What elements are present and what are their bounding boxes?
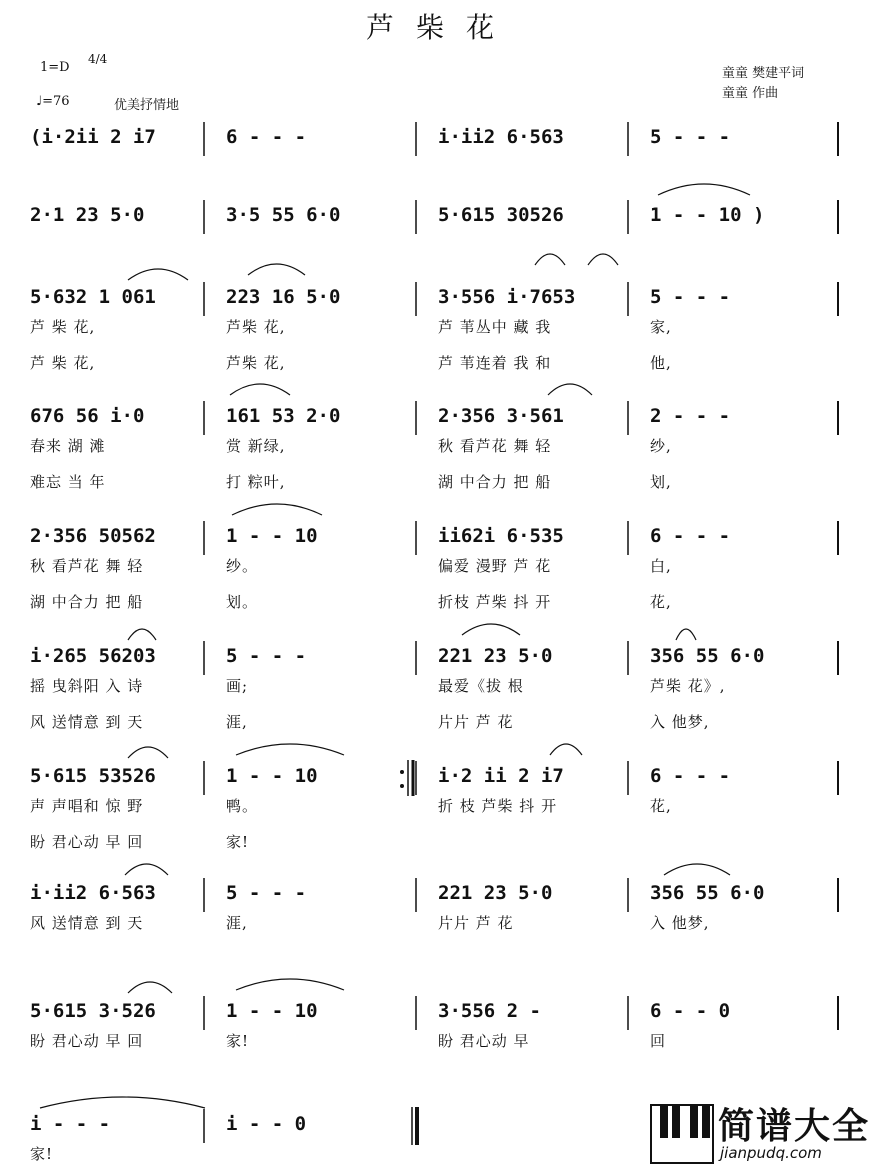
slur-mark	[128, 747, 168, 758]
lyric-segment: 芦柴 花》,	[650, 677, 726, 695]
slur-mark	[658, 184, 750, 195]
lyric-segment: 摇 曳斜阳 入 诗	[30, 677, 144, 695]
slur-mark	[664, 864, 730, 875]
measure: 3·556 2 -	[438, 1000, 541, 1022]
lyric-segment: 偏爱 漫野 芦 花	[438, 557, 552, 575]
lyric-segment: 回	[650, 1032, 667, 1050]
lyric-segment: 折枝 芦柴 抖 开	[438, 593, 552, 611]
lyric-segment: 芦 柴 花,	[30, 354, 96, 372]
lyric-segment: 风 送情意 到 天	[30, 914, 144, 932]
piano-keys-icon	[650, 1104, 714, 1164]
measure: 5 - - -	[226, 645, 307, 667]
lyric-segment: 芦柴 花,	[226, 354, 286, 372]
lyric-segment: 划,	[650, 473, 672, 491]
lyric-segment: 花,	[650, 797, 672, 815]
measure: 6 - - 0	[650, 1000, 731, 1022]
lyric-segment: 盼 君心动 早 回	[30, 833, 144, 851]
lyric-segment: 湖 中合力 把 船	[438, 473, 552, 491]
lyricist-credit: 童童 樊建平词	[722, 66, 805, 81]
slur-mark	[548, 384, 592, 395]
measure: 2·356 3·561	[438, 405, 564, 427]
slur-mark	[128, 982, 172, 993]
lyric-segment: 片片 芦 花	[438, 914, 514, 932]
measure: 223 16 5·0	[226, 286, 341, 308]
lyric-segment: 入 他梦,	[650, 914, 710, 932]
slur-mark	[462, 624, 520, 635]
repeat-dot	[400, 784, 404, 788]
watermark-url: jianpudq.com	[720, 1144, 822, 1162]
slur-mark	[676, 629, 696, 640]
lyric-segment: 入 他梦,	[650, 713, 710, 731]
lyric-segment: 涯,	[226, 713, 248, 731]
slur-mark	[236, 744, 344, 755]
slur-mark	[236, 979, 344, 990]
measure: ii62i 6·535	[438, 525, 564, 547]
measure: 356 55 6·0	[650, 882, 765, 904]
lyric-segment: 涯,	[226, 914, 248, 932]
measure: 1 - - 10 )	[650, 204, 765, 226]
measure: 6 - - -	[226, 126, 307, 148]
measure: 3·5 55 6·0	[226, 204, 341, 226]
measure: i·ii2 6·563	[438, 126, 564, 148]
measure: i·265 56203	[30, 645, 156, 667]
lyric-segment: 家,	[650, 318, 672, 336]
lyric-segment: 盼 君心动 早	[438, 1032, 530, 1050]
measure: 2·356 50562	[30, 525, 156, 547]
measure: 676 56 i·0	[30, 405, 145, 427]
lyric-segment: 家!	[226, 833, 250, 851]
measure: 3·556 i·7653	[438, 286, 576, 308]
lyric-segment: 湖 中合力 把 船	[30, 593, 144, 611]
measure: i·2 ii 2 i7	[438, 765, 564, 787]
lyric-segment: 家!	[30, 1145, 54, 1163]
lyric-segment: 打 粽叶,	[226, 473, 286, 491]
slur-mark	[128, 269, 188, 280]
measure: 5 - - -	[650, 286, 731, 308]
lyric-segment: 花,	[650, 593, 672, 611]
expression-mark: 优美抒情地	[114, 98, 180, 113]
measure: 6 - - -	[650, 765, 731, 787]
lyric-segment: 折 枝 芦柴 抖 开	[438, 797, 558, 815]
measure: 5·632 1 061	[30, 286, 156, 308]
lyric-segment: 声 声唱和 惊 野	[30, 797, 144, 815]
tempo-mark: ♩=76	[36, 94, 70, 109]
lyric-segment: 芦柴 花,	[226, 318, 286, 336]
slur-mark	[588, 254, 618, 265]
slur-mark	[230, 384, 290, 395]
lyric-segment: 划。	[226, 593, 259, 611]
measure: (i·2ii 2 i7	[30, 126, 156, 148]
measure: 5·615 30526	[438, 204, 564, 226]
slur-mark	[232, 504, 322, 515]
lyric-segment: 最爱《拔 根	[438, 677, 524, 695]
song-title: 芦柴花	[365, 11, 516, 44]
measure: 6 - - -	[650, 525, 731, 547]
measure: 1 - - 10	[226, 525, 318, 547]
measure: 5 - - -	[226, 882, 307, 904]
lyric-segment: 鸭。	[226, 797, 259, 815]
measure: i - - -	[30, 1113, 111, 1135]
slur-mark	[128, 629, 156, 640]
lyric-segment: 画;	[226, 677, 249, 695]
watermark-text: 简谱大全	[718, 1106, 871, 1147]
measure: i·ii2 6·563	[30, 882, 156, 904]
repeat-dot	[400, 770, 404, 774]
slur-mark	[125, 864, 168, 875]
lyric-segment: 秋 看芦花 舞 轻	[30, 557, 144, 575]
lyric-segment: 白,	[650, 557, 672, 575]
measure: 5 - - -	[650, 126, 731, 148]
composer-credit: 童童 作曲	[722, 86, 779, 101]
lyric-segment: 纱,	[650, 437, 672, 455]
measure: 1 - - 10	[226, 765, 318, 787]
lyric-segment: 纱。	[226, 557, 259, 575]
measure: 2 - - -	[650, 405, 731, 427]
slur-mark	[535, 254, 565, 265]
slur-mark	[550, 744, 582, 755]
lyric-segment: 芦 柴 花,	[30, 318, 96, 336]
slur-mark	[40, 1097, 205, 1108]
lyric-segment: 家!	[226, 1032, 250, 1050]
lyric-segment: 他,	[650, 354, 672, 372]
measure: 5·615 3·526	[30, 1000, 156, 1022]
measure: i - - 0	[226, 1113, 307, 1135]
lyric-segment: 春来 湖 滩	[30, 437, 106, 455]
watermark-logo	[650, 1096, 874, 1166]
time-signature: 4/4	[88, 52, 108, 66]
key-signature: 1=D	[40, 60, 70, 75]
measure: 356 55 6·0	[650, 645, 765, 667]
lyric-segment: 难忘 当 年	[30, 473, 106, 491]
lyric-segment: 片片 芦 花	[438, 713, 514, 731]
measure: 221 23 5·0	[438, 882, 553, 904]
lyric-segment: 风 送情意 到 天	[30, 713, 144, 731]
measure: 5·615 53526	[30, 765, 156, 787]
measure: 221 23 5·0	[438, 645, 553, 667]
measure: 1 - - 10	[226, 1000, 318, 1022]
lyric-segment: 赏 新绿,	[226, 437, 286, 455]
lyric-segment: 芦 苇丛中 藏 我	[438, 318, 552, 336]
measure: 161 53 2·0	[226, 405, 341, 427]
lyric-segment: 芦 苇连着 我 和	[438, 354, 552, 372]
lyric-segment: 盼 君心动 早 回	[30, 1032, 144, 1050]
slur-mark	[248, 264, 305, 275]
measure: 2·1 23 5·0	[30, 204, 145, 226]
lyric-segment: 秋 看芦花 舞 轻	[438, 437, 552, 455]
